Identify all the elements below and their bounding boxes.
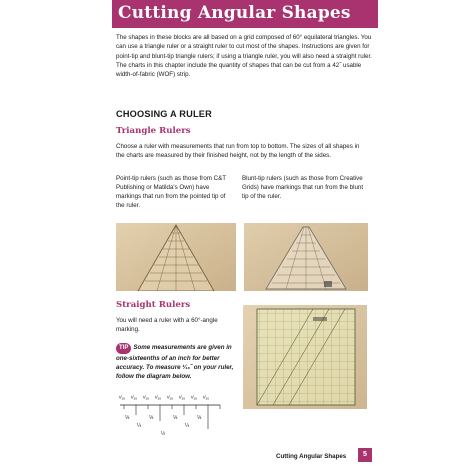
label-sixteenth-2: ¹⁄₁₆ [131, 395, 138, 401]
section-heading: CHOOSING A RULER [116, 109, 212, 119]
straight-ruler-photo [243, 305, 367, 409]
label-half: ½ [161, 431, 166, 437]
page-title: Cutting Angular Shapes [118, 3, 351, 23]
label-sixteenth-6: ¹⁄₁₆ [179, 395, 186, 401]
blunt-tip-text: Blunt-tip rulers (such as those from Creative Grids) have markings that run from the blunt tip of the ruler. [242, 175, 364, 201]
label-eighth-3: ⅛ [173, 415, 178, 421]
label-quarter-1: ¼ [137, 423, 142, 429]
title-bar [112, 0, 378, 28]
footer-section-title: Cutting Angular Shapes [276, 453, 347, 460]
triangle-rulers-heading: Triangle Rulers [116, 126, 191, 136]
label-sixteenth-3: ¹⁄₁₆ [143, 395, 150, 401]
label-sixteenth-5: ¹⁄₁₆ [167, 395, 174, 401]
straight-rulers-heading: Straight Rulers [116, 300, 191, 310]
label-sixteenth-1: ¹⁄₁₆ [119, 395, 126, 401]
intro-paragraph: The shapes in these blocks are all based on a grid composed of 60° equilateral triangles. You can use a triangle ruler or a straight ruler to cut most of the shapes. Instructions are given for point-tip and blunt-tip triangle rulers; if using a triangle ruler, you will also need a straight ruler. The charts in this chapter include the quantity of shapes that can be cut from a 42˝ usable width-of-fabric (WOF) strip. [116, 34, 372, 79]
triangle-rulers-text: Choose a ruler with measurements that run from top to bottom. The sizes of all shapes in the charts are measured by their finished height, not by the length of the sides. [116, 143, 360, 160]
tip-badge: TIP [116, 343, 131, 354]
label-sixteenth-8: ¹⁄₁₆ [203, 395, 210, 401]
tip-box [116, 343, 238, 381]
page-number: 5 [358, 448, 372, 462]
label-sixteenth-7: ¹⁄₁₆ [191, 395, 198, 401]
point-tip-text: Point-tip rulers (such as those from C&T Publishing or Matilda's Own) have markings that run from the pointed tip of the ruler. [116, 175, 226, 210]
tip-text: Some measurements are given in one-sixteenths of an inch for better accuracy. To measure ¹⁄₁₆˝ on your ruler, follow the diagram below. [116, 344, 234, 381]
sixteenths-diagram [116, 395, 226, 445]
label-eighth-4: ⅛ [197, 415, 202, 421]
label-quarter-2: ¼ [185, 423, 190, 429]
straight-rulers-text: You will need a ruler with a 60°-angle marking. [116, 317, 218, 334]
label-sixteenth-4: ¹⁄₁₆ [155, 395, 162, 401]
book-page [112, 0, 378, 466]
label-eighth-2: ⅛ [149, 415, 154, 421]
label-eighth-1: ⅛ [125, 415, 130, 421]
blunt-tip-ruler-photo [244, 223, 368, 291]
point-tip-ruler-photo [116, 223, 236, 291]
